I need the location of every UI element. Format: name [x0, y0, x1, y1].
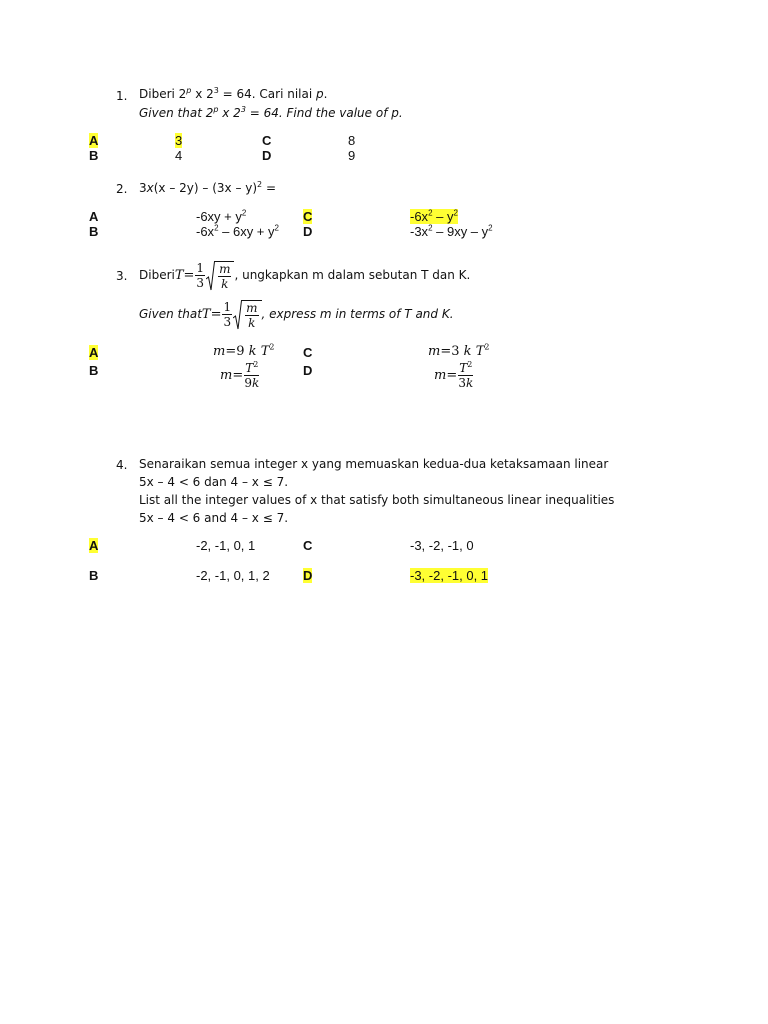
option-c-value: $-6x^2 - y^2$	[410, 208, 458, 224]
option-a-value: $-6xy + y^2$	[196, 208, 247, 224]
formula: T= $\frac{1}{3}$ $\frac{m}{k}$	[202, 300, 262, 329]
option-label-d: D	[262, 148, 272, 163]
option-b-value: -2, -1, 0, 1, 2	[196, 568, 270, 583]
option-label-d: D	[303, 568, 313, 583]
option-c-value: 8	[348, 133, 356, 148]
option-label-a: A	[89, 345, 99, 360]
option-c-value: -3, -2, -1, 0	[410, 538, 474, 553]
option-label-c: C	[303, 538, 313, 553]
question-number: 2.	[116, 182, 128, 196]
option-label-c: C	[262, 133, 272, 148]
question-line-1: Senaraikan semua integer x yang memuaskan kedua-dua ketaksamaan linear	[139, 457, 609, 471]
option-a-value: m=9 k $T^2$	[213, 342, 275, 359]
option-label-b: B	[89, 363, 99, 378]
option-label-d: D	[303, 363, 313, 378]
option-label-b: B	[89, 568, 99, 583]
option-a-value: -2, -1, 0, 1	[196, 538, 256, 553]
formula: T= $\frac{1}{3}$ $\frac{m}{k}$	[175, 261, 235, 290]
question-number: 3.	[116, 269, 128, 283]
option-label-c: C	[303, 345, 313, 360]
option-label-a: A	[89, 209, 99, 224]
option-d-value: $-3x^2 - 9xy - y^2$	[410, 223, 493, 239]
option-label-a: A	[89, 133, 99, 148]
option-b-value: m = $\frac{T^2}{9k}$	[220, 360, 260, 390]
option-label-b: B	[89, 224, 99, 239]
option-label-a: A	[89, 538, 99, 553]
option-d-value: 9	[348, 148, 356, 163]
question-number: 1.	[116, 89, 128, 103]
sqrt-symbol: $\frac{m}{k}$	[233, 300, 261, 329]
question-text-malay: Diberi T= $\frac{1}{3}$ $\frac{m}{k}$ , ungkapkan m dalam sebutan T dan K.	[139, 260, 471, 291]
option-label-c: C	[303, 209, 313, 224]
option-b-value: $-6x^2 - 6xy + y^2$	[196, 223, 279, 239]
question-line-2: 5x – 4 < 6 dan 4 – x ≤ 7.	[139, 475, 289, 489]
option-d-value: -3, -2, -1, 0, 1	[410, 568, 489, 583]
option-c-value: m=3 k $T^2$	[428, 342, 490, 359]
sqrt-symbol: $\frac{m}{k}$	[206, 261, 234, 290]
question-number: 4.	[116, 458, 128, 472]
question-text-english: Given that T= $\frac{1}{3}$ $\frac{m}{k}$ , express m in terms of T and K.	[139, 299, 454, 330]
question-text: 3x(x – 2y) – (3x – y)$^2$ =	[139, 180, 277, 195]
option-d-value: m = $\frac{T^2}{3k}$	[434, 360, 474, 390]
question-text-malay: Diberi 2$^p$ x $2^3 = 64$. Cari nilai p.	[139, 86, 328, 101]
option-label-d: D	[303, 224, 313, 239]
option-a-value: 3	[175, 133, 183, 148]
option-label-b: B	[89, 148, 99, 163]
question-text-english: Given that 2$^p$ x $2^3 = 64$. Find the value of p.	[139, 105, 403, 120]
question-line-4: 5x – 4 < 6 and 4 – x ≤ 7.	[139, 511, 289, 525]
question-line-3: List all the integer values of x that satisfy both simultaneous linear inequalities	[139, 493, 615, 507]
option-b-value: 4	[175, 148, 183, 163]
